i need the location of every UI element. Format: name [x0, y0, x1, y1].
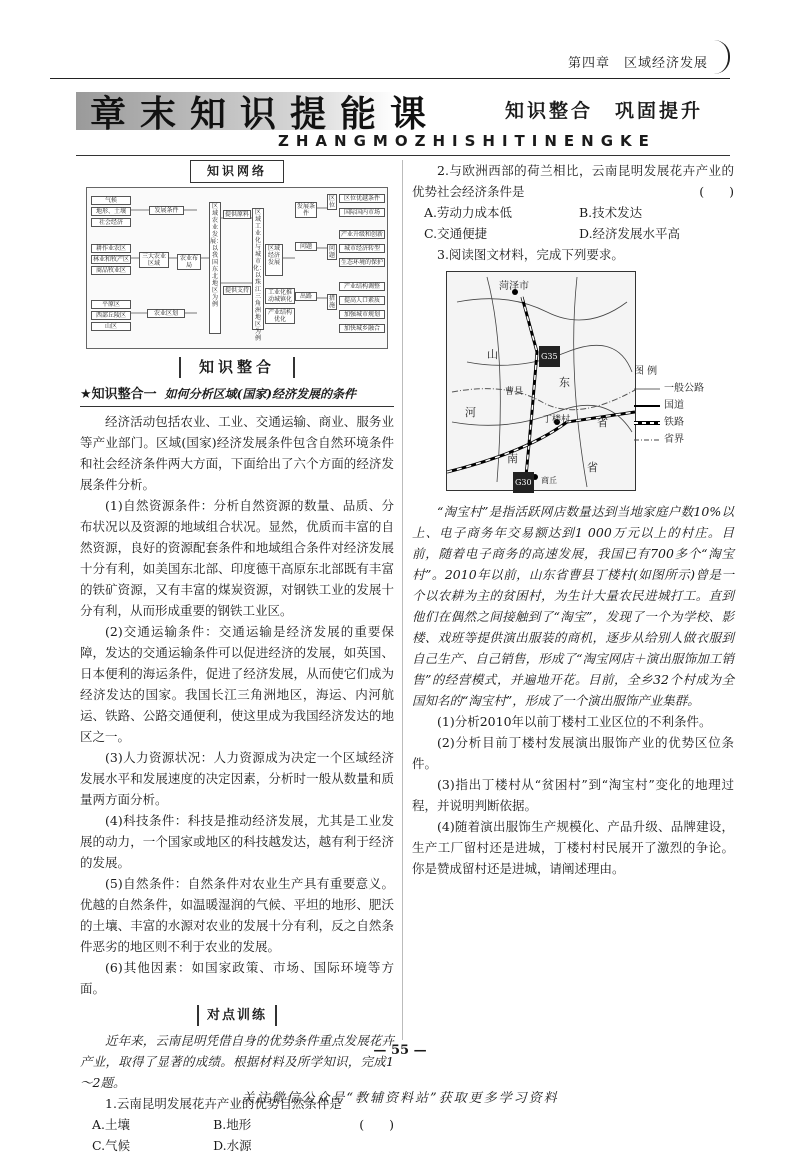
network-node: 提高人口素质 — [339, 296, 385, 305]
network-node: 问题 — [328, 245, 335, 259]
network-node: 产业升级和创新 — [340, 231, 383, 238]
page-subtitle: 知识整合 巩固提升 — [505, 100, 704, 122]
map-figure — [412, 271, 734, 501]
map-label: 曹县 — [505, 387, 524, 397]
network-node: 出路 — [295, 292, 317, 301]
sub-question: (1)分析2010年以前丁楼村工业区位的不利条件。 — [437, 714, 712, 729]
highway-badge: G35 — [539, 346, 560, 367]
footer-note: 关注微信公众号“教辅资料站”获取更多学习资料 — [241, 1091, 559, 1106]
network-node: 耕作业农区 — [91, 244, 131, 253]
knowledge-network-diagram — [86, 187, 388, 349]
network-node: 区域工业化与城市化：以珠江三角洲地区为例 — [253, 209, 266, 342]
network-node: 区位 — [328, 195, 335, 209]
network-node: 气候 — [91, 196, 131, 205]
paragraph: (4)科技条件：科技是推动经济发展，尤其是工业发展的动力，一个国家或地区的科技越发达，越有利于经济的发展。 — [80, 813, 394, 870]
network-node: 地形、土壤 — [91, 207, 131, 216]
paragraph: (1)自然资源条件：分析自然资源的数量、品质、分布状况以及资源的地域组合状况。显然，优质而丰富的自然资源，良好的资源配套条件和地域组合条件对经济发展十分有利，如美国东北部、印度德干高原东北部既有丰富的铁矿资源，又有丰富的煤炭资源，对钢铁工业的发展十分有利，从而形成重要的钢铁工业区。 — [80, 498, 394, 618]
paragraph: (3)人力资源状况：人力资源成为决定一个区域经济发展水平和发展速度的决定因素，分析时一般从数量和质量两方面分析。 — [80, 750, 394, 807]
network-node: 西部丘陵区 — [91, 311, 131, 320]
map-label: 东 — [559, 376, 570, 389]
network-node: 产业结构调整 — [339, 282, 385, 291]
legend-title: 图 例 — [634, 366, 658, 377]
network-node: 区位优越条件 — [339, 194, 385, 203]
dinglou-map — [446, 271, 636, 491]
network-node: 发展条件 — [149, 206, 184, 215]
map-label: 省 — [597, 416, 608, 429]
sub-question: (4)随着演出服饰生产规模化、产品升级、品牌建设，生产工厂留村还是进城，丁楼村村民展开了激烈的争论。你是赞成留村还是进城，请阐述理由。 — [412, 819, 734, 876]
question-2 — [412, 160, 734, 202]
answer-blank: ( ) — [699, 184, 734, 199]
option: D.水源 — [213, 1138, 252, 1153]
legend-road-swatch — [634, 386, 660, 392]
title-pinyin: ZHANGMOZHISHITINENGKE — [278, 132, 656, 150]
left-column — [80, 160, 394, 1156]
header-divider — [50, 78, 730, 79]
question-stem: 2.与欧洲西部的荷兰相比，云南昆明发展花卉产业的优势社会经济条件是 — [412, 163, 734, 199]
legend-item-label: 一般公路 — [664, 383, 704, 394]
star-icon: ★ — [80, 387, 92, 402]
legend-item — [634, 414, 704, 431]
network-node: 农业区划 — [147, 309, 185, 318]
sub-question: (2)分析目前丁楼村发展演出服饰产业的优势区位条件。 — [412, 735, 734, 771]
map-label: 商丘 — [541, 476, 557, 485]
option: C.气候 — [92, 1138, 131, 1153]
network-node: 发展条件 — [296, 203, 315, 217]
chapter-header: 第四章 区域经济发展 — [567, 56, 708, 71]
legend-national-road-swatch — [634, 403, 660, 409]
paragraph: (2)交通运输条件：交通运输是经济发展的重要保障，发达的交通运输条件可以促进经济的发展，如英国、日本便利的海运条件，促进了经济发展，从而使它们成为经济发达的国家。我国长江三角洲地区，海运、内河航运、铁路、公路交通便利，使这里成为我国经济发达的地区之一。 — [80, 624, 394, 744]
option: A.土壤 — [92, 1117, 131, 1132]
network-node: 三大农业区域 — [139, 252, 169, 268]
highway-badge: G30 — [513, 472, 534, 493]
legend-item-label: 铁路 — [664, 417, 684, 428]
option: A.劳动力成本低 — [424, 205, 513, 220]
map-label: 山 — [487, 348, 498, 361]
question-stem: 1.云南昆明发展花卉产业的优势自然条件是 — [105, 1096, 342, 1111]
map-legend — [634, 363, 704, 448]
question-3-stem: 3.阅读图文材料，完成下列要求。 — [437, 247, 624, 262]
knowledge-network-label: 知识网络 — [190, 160, 284, 183]
legend-item — [634, 397, 704, 414]
title-underline — [76, 155, 730, 156]
section-title: 知识整合 — [179, 357, 295, 378]
option: D.经济发展水平高 — [579, 226, 681, 241]
network-node: 平原区 — [91, 300, 131, 309]
training-title: 对点训练 — [197, 1005, 277, 1026]
legend-item-label: 省界 — [664, 434, 684, 445]
network-node: 山区 — [91, 322, 131, 331]
network-node: 措施 — [328, 295, 335, 309]
column-divider — [402, 160, 403, 1040]
knowledge-heading — [80, 384, 394, 407]
header-bracket — [714, 40, 730, 74]
knowledge-heading-label: 知识整合一 — [91, 387, 157, 402]
page-number: — 55 — — [373, 1043, 427, 1058]
network-node: 加快城乡融合 — [339, 324, 385, 333]
legend-item — [634, 380, 704, 397]
map-label: 省 — [587, 461, 598, 474]
legend-item — [634, 431, 704, 448]
paragraph: (6)其他因素：如国家政策、市场、国际环境等方面。 — [80, 960, 394, 996]
map-lines — [447, 272, 635, 490]
network-node: 区域经济发展 — [265, 244, 283, 276]
option: B.技术发达 — [579, 205, 643, 220]
map-label: 丁楼村 — [543, 415, 571, 425]
network-node: 提供支持 — [224, 287, 249, 294]
network-node: 问题 — [295, 242, 317, 251]
legend-railway-swatch — [634, 420, 660, 426]
question-1-options — [80, 1114, 334, 1156]
paragraph: 经济活动包括农业、工业、交通运输、商业、服务业等产业部门。区域(国家)经济发展条件包含自然环境条件和社会经济条件两大方面，下面给出了六个方面的经济发展条件分析。 — [80, 414, 394, 492]
network-node: 国际国内市场 — [339, 208, 385, 217]
network-node: 社会经济 — [91, 218, 131, 227]
network-node: 区域农业发展：以我国东北地区为例 — [209, 202, 221, 334]
network-node: 生态环境的保护 — [340, 259, 383, 266]
paragraph: (5)自然条件：自然条件对农业生产具有重要意义。优越的自然条件，如温暖湿润的气候、平坦的地形、肥沃的土壤、丰富的水源对农业的发展十分有利，反之自然条件恶劣的地区则不利于农业的发展。 — [80, 876, 394, 954]
map-label: 河 — [465, 406, 476, 419]
sub-question: (3)指出丁楼村从“贫困村”到“淘宝村”变化的地理过程，并说明判断依据。 — [412, 777, 734, 813]
map-label: 菏泽市 — [499, 281, 529, 292]
material-text: 近年来，云南昆明凭借自身的优势条件重点发展花卉产业，取得了显著的成绩。根据材料及所学知识，完成1～2题。 — [80, 1033, 394, 1090]
right-column — [412, 160, 734, 879]
network-node: 工业化推动城镇化 — [265, 288, 295, 304]
network-node: 城市经济转型 — [339, 244, 385, 253]
legend-border-swatch — [634, 437, 660, 443]
map-label: 南 — [507, 452, 518, 465]
network-node: 商品牧业区 — [91, 266, 131, 275]
network-node: 农业布局 — [177, 254, 201, 270]
network-node: 提供原料 — [224, 211, 249, 218]
page-title: 章末知识提能课 — [90, 94, 441, 135]
material-text: “淘宝村”是指活跃网店数量达到当地家庭户数10%以上、电子商务年交易额达到1 000万元以上的村庄。目前，随着电子商务的高速发展，我国已有700多个“淘宝村”。2010年以前，山东省曹县丁楼村(如图所示)曾是一个以农耕为主的贫困村，为生计大量农民进城打工。直到他们在偶然之间接触到了“淘宝”，发现了一个为学校、影楼、戏班等提供演出服装的商机，逐步从给别人做衣服到自己生产、自己销售，形成了“淘宝网店＋演出服饰加工销售”的经营模式，并遍地开花。目前，全乡32个村成为全国知名的“淘宝村”，形成了一个演出服饰产业集群。 — [412, 504, 734, 708]
network-node: 产业结构优化 — [265, 308, 295, 324]
question-2-options — [412, 202, 734, 244]
option: B.地形 — [213, 1117, 252, 1132]
knowledge-heading-title: 如何分析区域(国家)经济发展的条件 — [164, 387, 357, 401]
option: C.交通便捷 — [424, 226, 488, 241]
answer-blank: ( ) — [359, 1117, 394, 1132]
network-node: 林业和牧产区 — [92, 256, 129, 263]
legend-item-label: 国道 — [664, 400, 684, 411]
network-node: 加强城市规划 — [339, 310, 385, 319]
